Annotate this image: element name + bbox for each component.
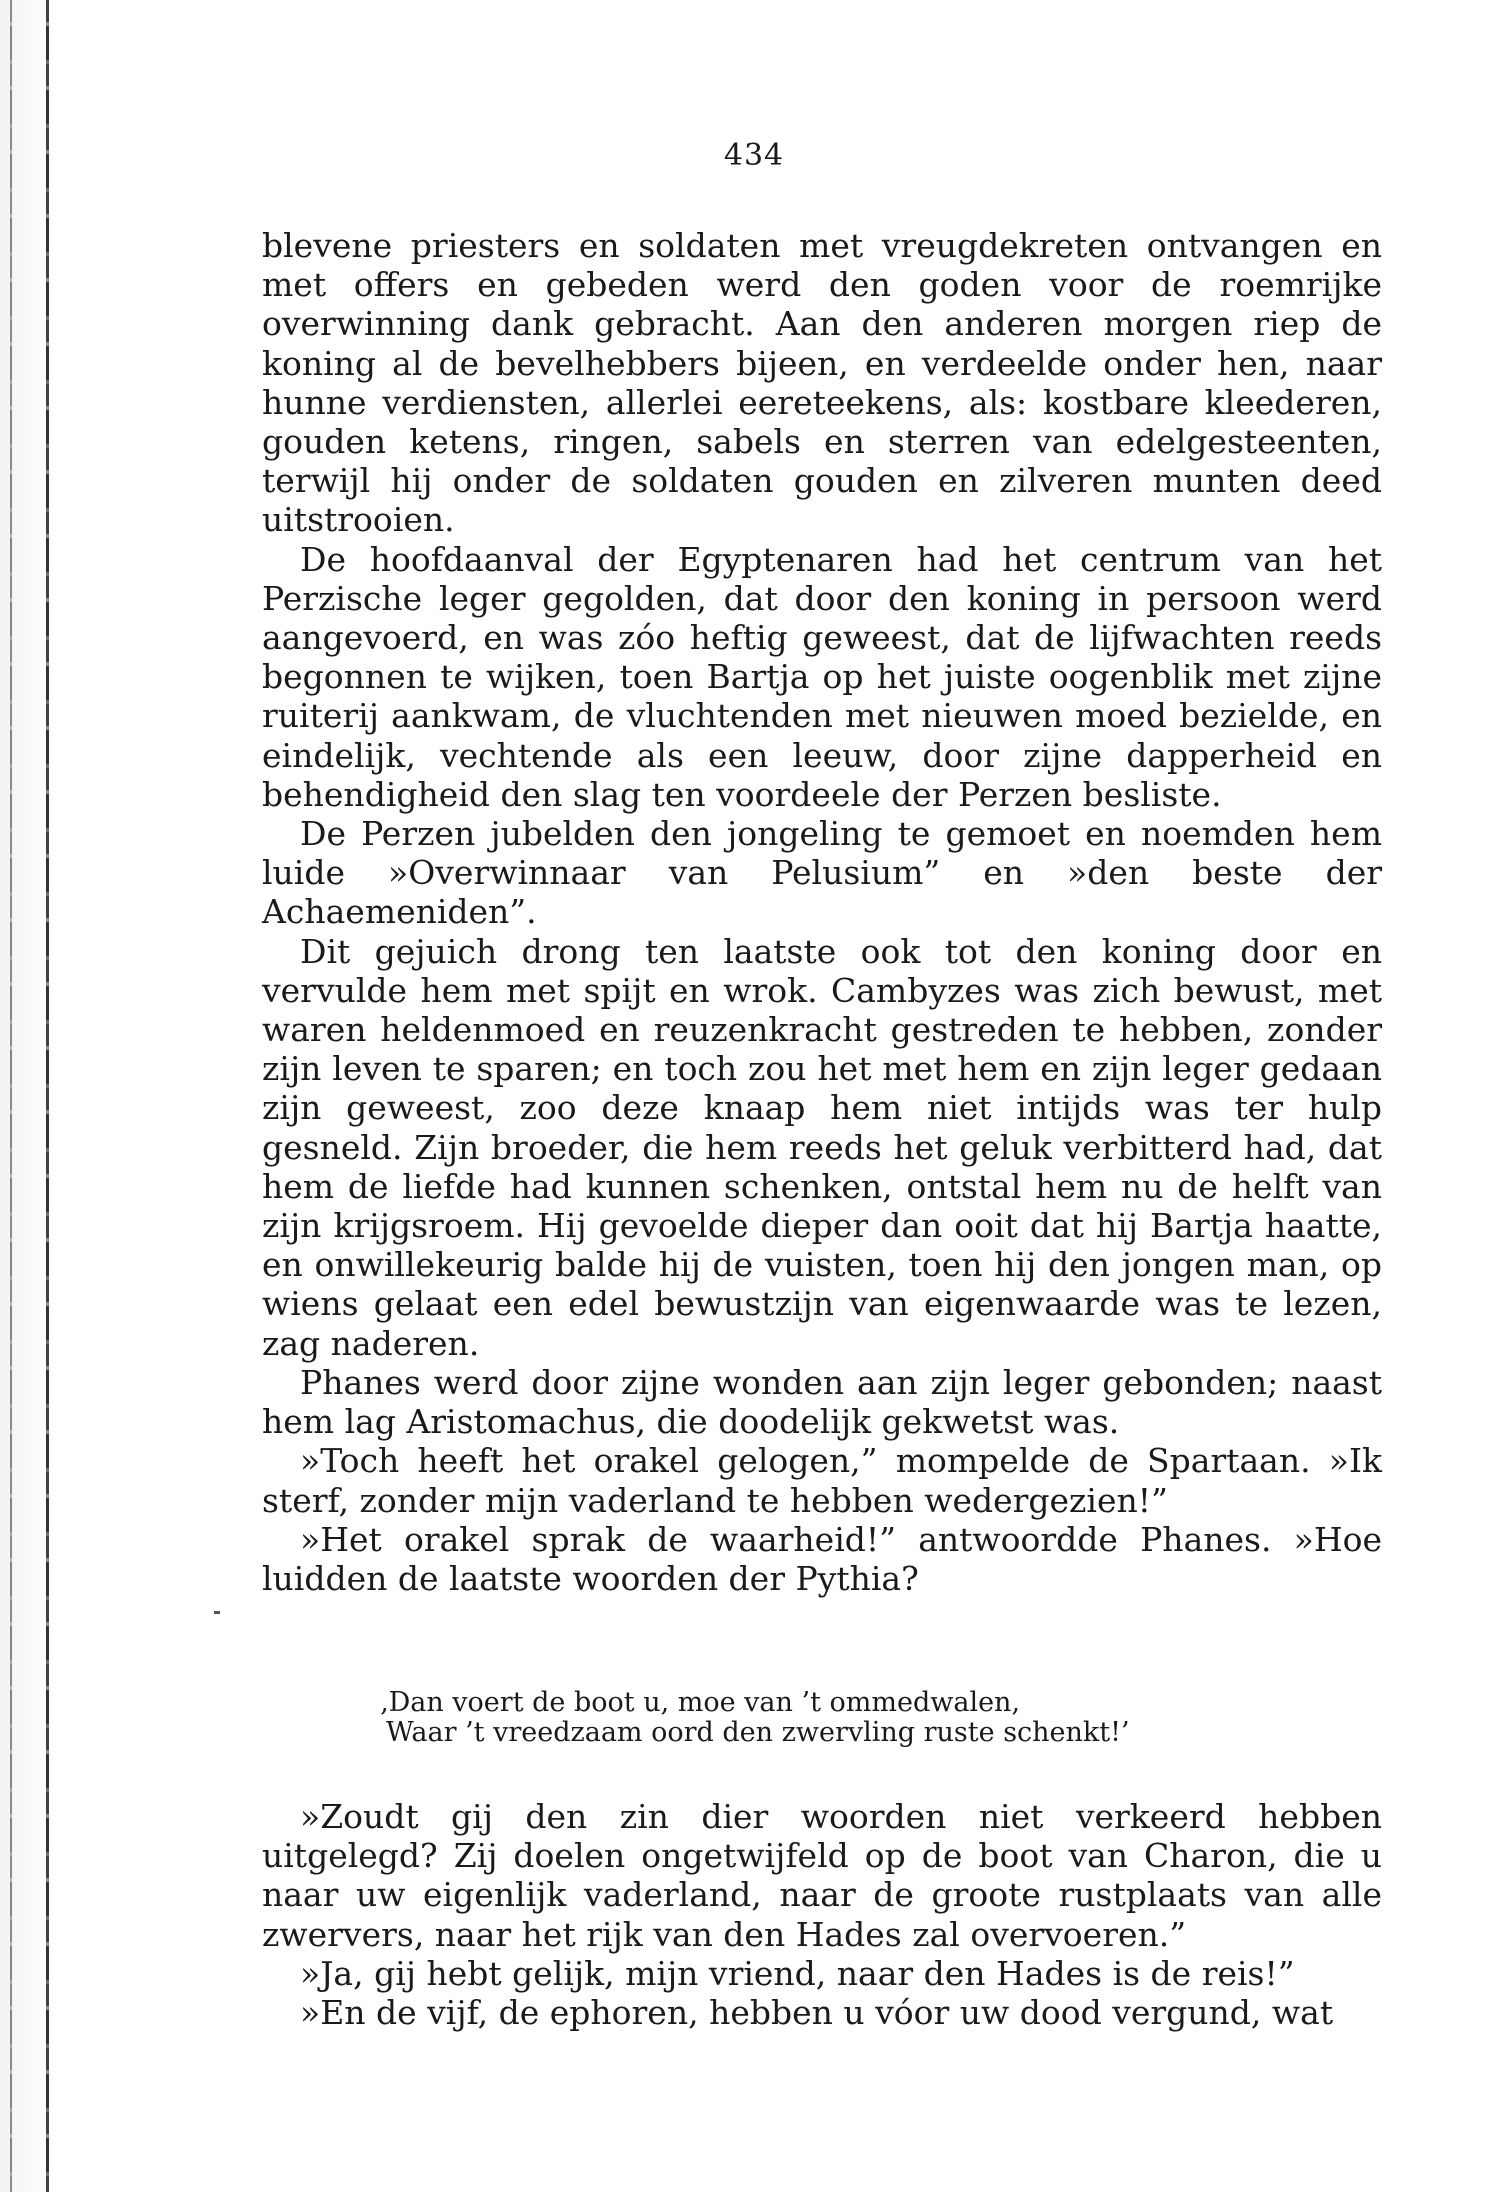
oracle-verse	[380, 1688, 1280, 1748]
paragraph: De Perzen jubelden den jongeling te gemoet en noemden hem luide »Overwinnaar van Pelusium” en »den beste der Achaemeniden”.	[262, 814, 1382, 932]
page-binding-shadow	[0, 0, 60, 2192]
margin-mark	[214, 1611, 220, 1614]
page-number: 434	[723, 138, 785, 173]
paragraph: Phanes werd door zijne wonden aan zijn leger gebonden; naast hem lag Aristomachus, die doodelijk gekwetst was.	[262, 1362, 1382, 1442]
binding-gutter-line	[46, 0, 49, 2192]
paragraph: »En de vijf, de ephoren, hebben u vóor uw dood vergund, wat	[300, 1993, 1334, 2033]
verse-line: ‚Dan voert de boot u, moe van ’t ommedwalen,	[380, 1687, 1021, 1718]
body-text-bottom	[262, 1797, 1382, 2032]
paragraph: »Zoudt gij den zin dier woorden niet verkeerd hebben uitgelegd? Zij doelen ongetwijfeld op de boot van Charon, die u naar uw eigenlijk vaderland, naar de groote rustplaats van alle zwervers, naar het rijk van den Hades zal overvoeren.”	[262, 1797, 1382, 1954]
paragraph: De hoofdaanval der Egyptenaren had het centrum van het Perzische leger gegolden, dat door den koning in persoon werd aangevoerd, en was zóo heftig geweest, dat de lijfwachten reeds begonnen te wijken, toen Bartja op het juiste oogenblik met zijne ruiterij aankwam, de vluchtenden met nieuwen moed bezielde, en eindelijk, vechtende als een leeuw, door zijne dapperheid en behendigheid den slag ten voordeele der Perzen besliste.	[262, 539, 1382, 814]
paragraph: Dit gejuich drong ten laatste ook tot den koning door en vervulde hem met spijt en wrok. Cambyzes was zich bewust, met waren heldenmoed en reuzenkracht gestreden te hebben, zonder zijn leven te sparen; en toch zou het met hem en zijn leger gedaan zijn geweest, zoo deze knaap hem niet intijds was ter hulp gesneld. Zijn broeder, die hem reeds het geluk verbitterd had, dat hem de liefde had kunnen schenken, ontstal hem nu de helft van zijn krijgsroem. Hij gevoelde dieper dan ooit dat hij Bartja haatte, en onwillekeurig balde hij de vuisten, toen hij den jongen man, op wiens gelaat een edel bewustzijn van eigenwaarde was te lezen, zag naderen.	[262, 931, 1382, 1363]
paragraph: blevene priesters en soldaten met vreugdekreten ontvangen en met offers en gebeden werd den goden voor de roemrijke overwinning dank gebracht. Aan den anderen morgen riep de koning al de bevelhebbers bijeen, en verdeelde onder hen, naar hunne verdiensten, allerlei eereteekens, als: kostbare kleederen, gouden ketens, ringen, sabels en sterren van edelgesteenten, terwijl hij onder de soldaten gouden en zilveren munten deed uitstrooien.	[262, 226, 1382, 540]
verse-line: Waar ’t vreedzaam oord den zwervling ruste schenkt!’	[386, 1717, 1130, 1748]
body-text-top	[262, 226, 1382, 1598]
paragraph: »Het orakel sprak de waarheid!” antwoordde Phanes. »Hoe luidden de laatste woorden der Pythia?	[262, 1519, 1382, 1598]
binding-edge-line	[10, 0, 12, 2192]
paragraph: »Toch heeft het orakel gelogen,” mompelde de Spartaan. »Ik sterf, zonder mijn vaderland te hebben wedergezien!”	[262, 1441, 1382, 1520]
paragraph: »Ja, gij hebt gelijk, mijn vriend, naar den Hades is de reis!”	[300, 1953, 1295, 1993]
